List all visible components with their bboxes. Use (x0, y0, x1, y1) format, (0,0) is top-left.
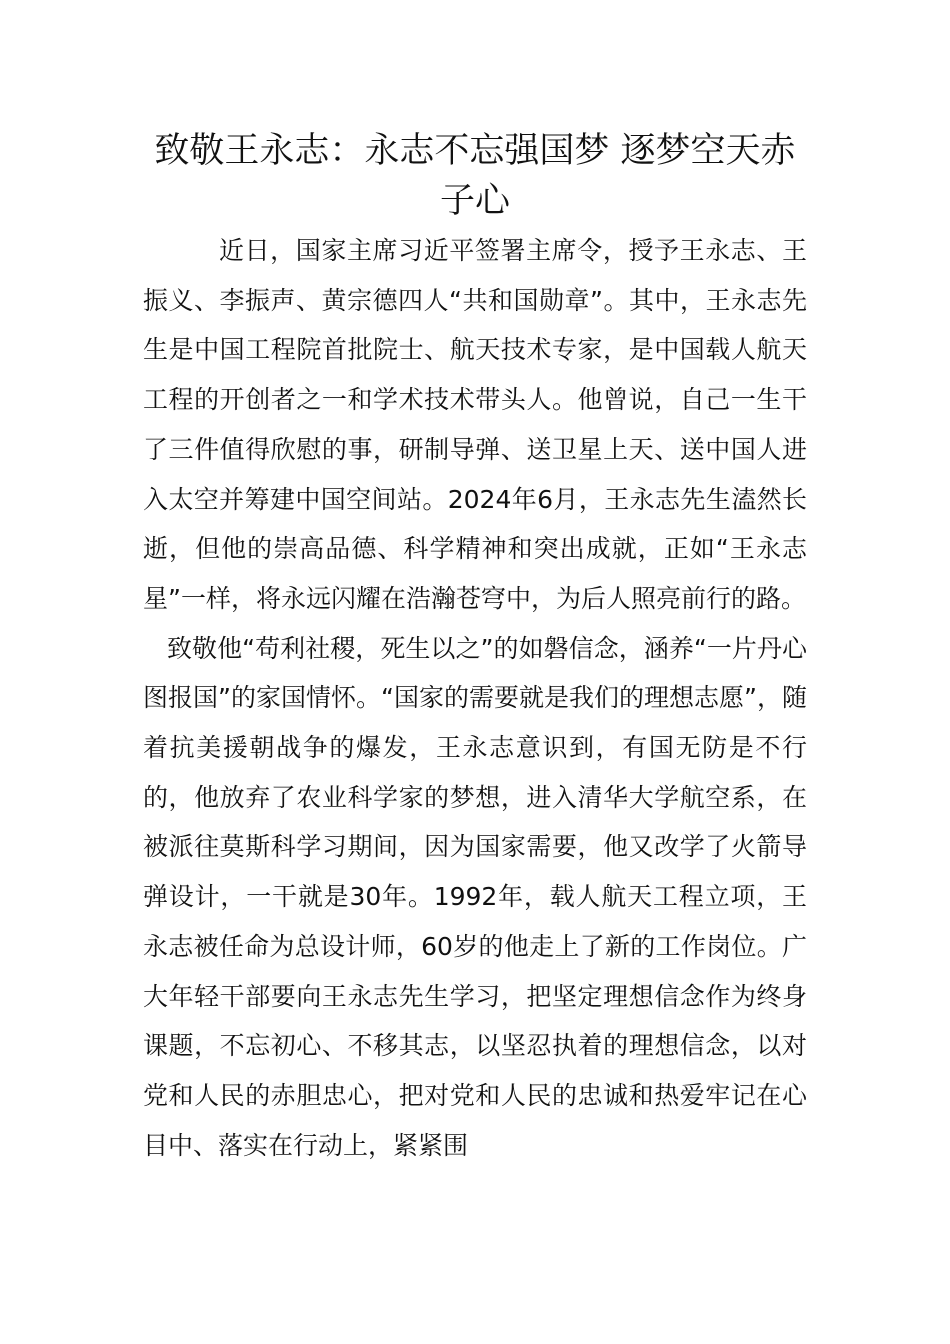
paragraph-2: 致敬他“苟利社稷，死生以之”的如磐信念，涵养“一片丹心图报国”的家国情怀。“国家的需要就是我们的理想志愿”，随着抗美援朝战争的爆发，王永志意识到，有国无防是不行的，他放弃了农业科学家的梦想，进入清华大学航空系，在被派往莫斯科学习期间，因为国家需要，他又改学了火箭导弹设计，一干就是30年。1992年，载人航天工程立项，王永志被任命为总设计师，60岁的他走上了新的工作岗位。广大年轻干部要向王永志先生学习，把坚定理想信念作为终身课题，不忘初心、不移其志，以坚忍执着的理想信念，以对党和人民的赤胆忠心，把对党和人民的忠诚和热爱牢记在心目中、落实在行动上，紧紧围 (143, 633, 807, 1160)
document-title: 致敬王永志：永志不忘强国梦 逐梦空天赤子心 (154, 131, 796, 221)
paragraph-1: 近日，国家主席习近平签署主席令，授予王永志、王振义、李振声、黄宗德四人“共和国勋章”。其中，王永志先生是中国工程院首批院士、航天技术专家，是中国载人航天工程的开创者之一和学术技术带头人。他曾说，自己一生干了三件值得欣慰的事，研制导弹、送卫星上天、送中国人进入太空并筹建中国空间站。2024年6月，王永志先生溘然长逝，但他的崇高品德、科学精神和突出成就，正如“王永志星”一样，将永远闪耀在浩瀚苍穹中，为后人照亮前行的路。 (143, 236, 807, 613)
document-body (143, 226, 807, 1170)
